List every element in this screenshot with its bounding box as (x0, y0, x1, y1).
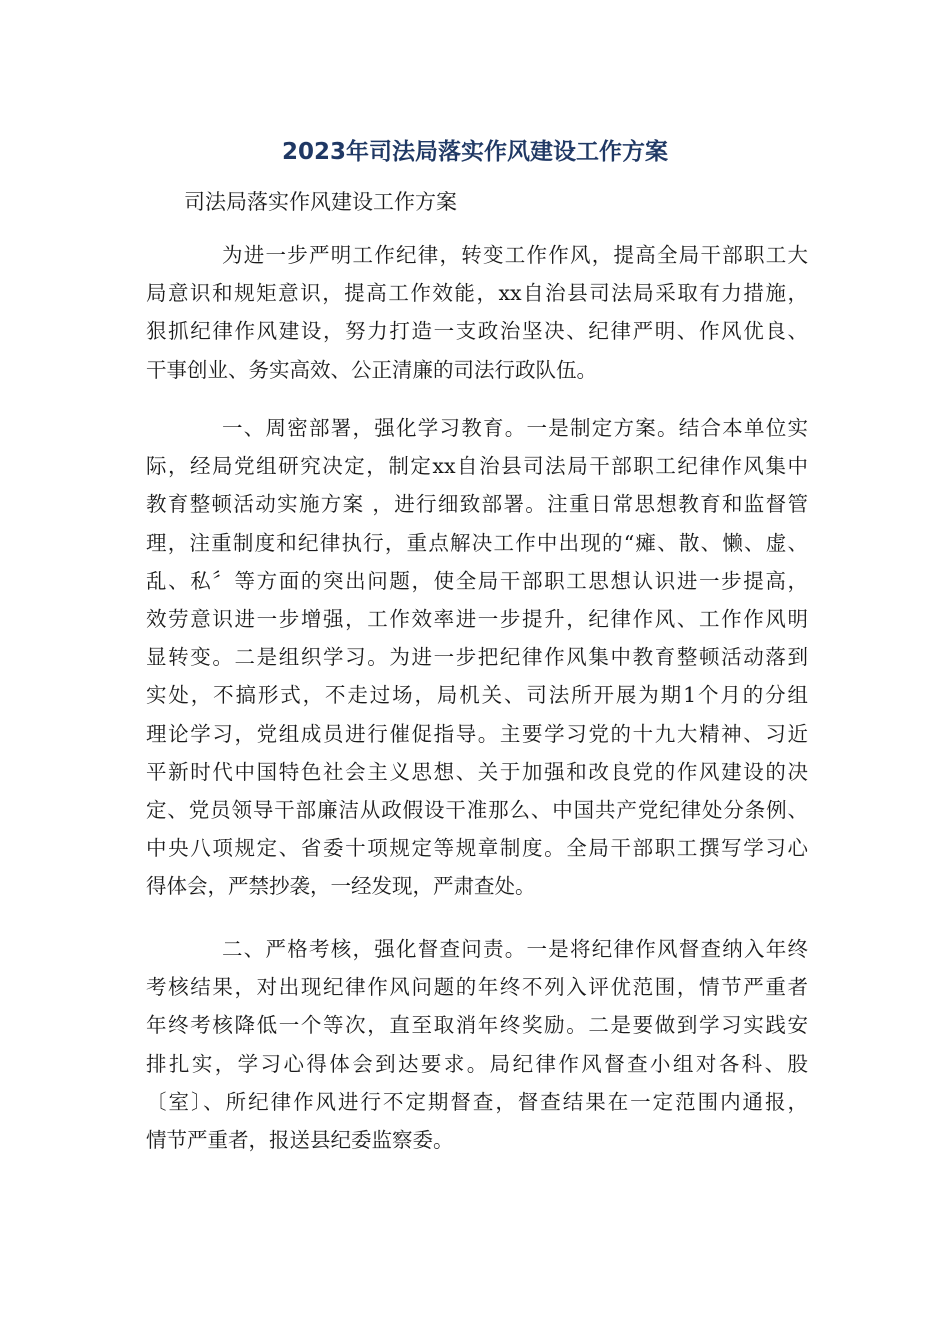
document-title: 2023年司法局落实作风建设工作方案 (281, 139, 668, 165)
paragraph-line: 显转变。二是组织学习。为进一步把纪律作风集中教育整顿活动落到 (146, 645, 808, 670)
paragraph-line: 效劳意识进一步增强，工作效率进一步提升，纪律作风、工作作风明 (146, 607, 808, 632)
paragraph-line: 教育整顿活动实施方案 ，进行细致部署。注重日常思想教育和监督管 (146, 492, 808, 517)
paragraph-line: 干事创业、务实高效、公正清廉的司法行政队伍。 (146, 357, 597, 382)
paragraph-line: 年终考核降低一个等次，直至取消年终奖励。二是要做到学习实践安 (146, 1013, 808, 1038)
paragraph-line: 乱、私〞等方面的突出问题，使全局干部职工思想认识进一步提高， (146, 568, 808, 593)
paragraph-line: 平新时代中国特色社会主义思想、关于加强和改良党的作风建设的决 (146, 759, 808, 784)
paragraph-line: 〔室〕、所纪律作风进行不定期督查，督查结果在一定范围内通报， (146, 1089, 808, 1114)
paragraph-line: 理论学习，党组成员进行催促指导。主要学习党的十九大精神、习近 (146, 721, 808, 746)
paragraph-line: 狠抓纪律作风建设，努力打造一支政治坚决、纪律严明、作风优良、 (146, 319, 808, 344)
document-subtitle: 司法局落实作风建设工作方案 (184, 190, 457, 214)
paragraph-line: 二、严格考核，强化督查问责。一是将纪律作风督查纳入年终 (222, 937, 808, 961)
paragraph-line: 际，经局党组研究决定，制定xx自治县司法局干部职工纪律作风集中 (146, 454, 808, 479)
paragraph-section-one (146, 409, 808, 906)
paragraph-line: 定、党员领导干部廉洁从政假设干准那么、中国共产党纪律处分条例、 (146, 798, 808, 823)
paragraph-line: 排扎实，学习心得体会到达要求。局纪律作风督查小组对各科、股 (146, 1051, 808, 1076)
paragraph-line: 考核结果，对出现纪律作风问题的年终不列入评优范围，情节严重者 (146, 975, 808, 1000)
paragraph-line: 一、周密部署，强化学习教育。一是制定方案。结合本单位实 (222, 416, 808, 440)
paragraph-line: 理，注重制度和纪律执行，重点解决工作中出现的“瘫、散、懒、虚、 (146, 530, 808, 555)
paragraph-section-two (146, 930, 808, 1159)
paragraph-intro (146, 236, 808, 389)
paragraph-line: 得体会，严禁抄袭，一经发现，严肃查处。 (146, 874, 536, 899)
paragraph-line: 实处，不搞形式，不走过场，局机关、司法所开展为期1个月的分组 (146, 683, 808, 708)
paragraph-line: 中央八项规定、省委十项规定等规章制度。全局干部职工撰写学习心 (146, 836, 808, 861)
paragraph-line: 为进一步严明工作纪律，转变工作作风，提高全局干部职工大 (222, 243, 808, 267)
paragraph-line: 情节严重者，报送县纪委监察委。 (146, 1128, 454, 1153)
paragraph-line: 局意识和规矩意识，提高工作效能，xx自治县司法局采取有力措施， (146, 281, 808, 306)
